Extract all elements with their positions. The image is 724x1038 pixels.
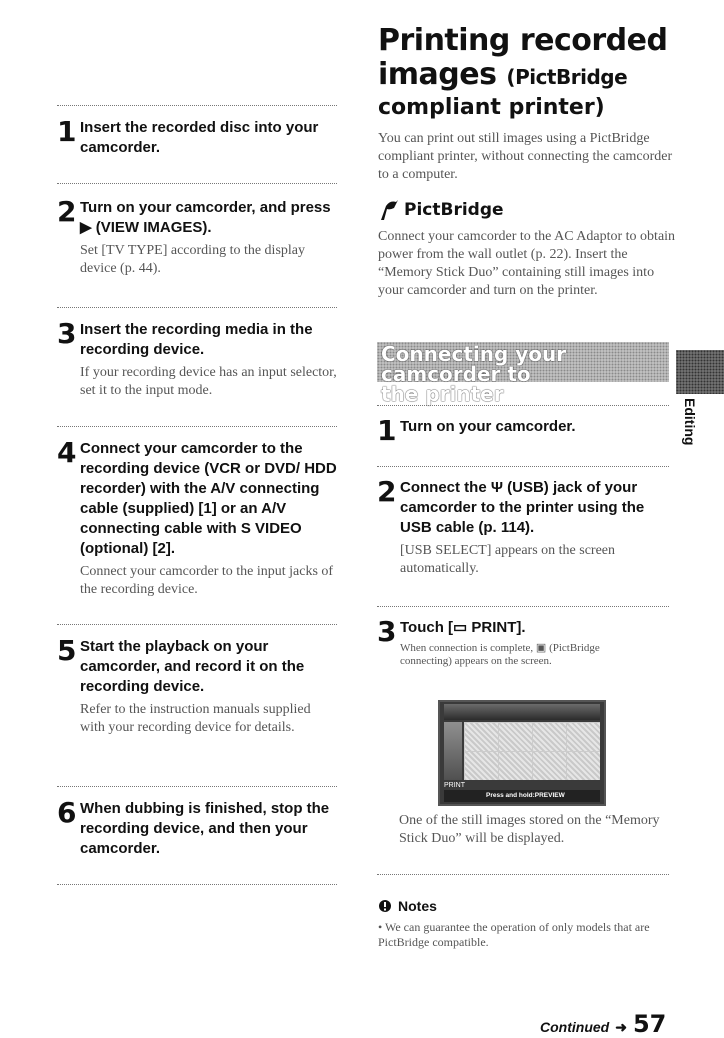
chapter-tab bbox=[676, 350, 724, 394]
divider bbox=[57, 786, 337, 787]
pictbridge-icon bbox=[378, 198, 400, 222]
left-step-2 bbox=[57, 195, 337, 278]
divider bbox=[377, 874, 669, 875]
section-band bbox=[377, 342, 669, 406]
step-heading: Turn on your camcorder. bbox=[400, 418, 576, 435]
chapter-label bbox=[680, 398, 700, 458]
section-band-title bbox=[377, 342, 669, 404]
step-body: Refer to the instruction manuals supplied with your recording device for details. bbox=[80, 702, 311, 735]
band-line-2: the printer bbox=[381, 382, 504, 406]
step-heading: Turn on your camcorder, and press ▶ (VIEW IMAGES). bbox=[80, 199, 331, 236]
step-heading: Insert the recorded disc into your camcorder. bbox=[80, 119, 319, 156]
right-step-1 bbox=[377, 414, 669, 447]
title-line-1: Printing recorded bbox=[378, 23, 668, 58]
divider bbox=[377, 405, 669, 406]
notes-heading bbox=[378, 898, 688, 914]
step-heading: Touch [▭ PRINT]. bbox=[400, 619, 526, 636]
title-images: images bbox=[378, 57, 497, 92]
title-pictbridge: (PictBridge bbox=[506, 65, 628, 89]
step-heading: Connect the Ψ (USB) jack of your camcorder to the printer using the USB cable (p. 114). bbox=[400, 479, 645, 536]
step-number: 6 bbox=[57, 796, 77, 829]
lcd-preview-text: Press and hold:PREVIEW bbox=[486, 792, 565, 799]
notes-icon bbox=[378, 899, 392, 913]
notes-body: • We can guarantee the operation of only models that are PictBridge compatible. bbox=[378, 920, 650, 949]
divider bbox=[57, 426, 337, 427]
lcd-side-buttons bbox=[444, 722, 462, 780]
divider bbox=[57, 183, 337, 184]
step-number: 2 bbox=[57, 195, 77, 228]
lcd-screen-illustration bbox=[438, 700, 606, 806]
left-step-4 bbox=[57, 436, 337, 599]
divider bbox=[57, 884, 337, 885]
step-heading: Start the playback on your camcorder, and record it on the recording device. bbox=[80, 638, 305, 695]
continued-label: Continued bbox=[540, 1019, 610, 1035]
divider bbox=[377, 466, 669, 467]
step-number: 1 bbox=[377, 414, 397, 447]
chapter-label-text: Editing bbox=[682, 398, 698, 446]
divider bbox=[377, 606, 669, 607]
step-heading: Connect your camcorder to the recording device (VCR or DVD/ HDD recorder) with the A/V connecting cable (supplied) [1] or an A/V connecting cable with S VIDEO (optional) [2]. bbox=[80, 440, 337, 557]
lcd-top-bar bbox=[444, 704, 600, 720]
step-number: 1 bbox=[57, 115, 77, 148]
intro-text: You can print out still images using a PictBridge compliant printer, without connecting the camcorder to a computer. bbox=[378, 131, 673, 182]
left-step-1 bbox=[57, 115, 337, 158]
step-heading: When dubbing is finished, stop the recording device, and then your camcorder. bbox=[80, 800, 330, 857]
pictbridge-text: Connect your camcorder to the AC Adaptor to obtain power from the wall outlet (p. 22). Insert the “Memory Stick Duo” containing still images into your camcorder and turn on the printer. bbox=[378, 229, 676, 298]
band-line-1: Connecting your camcorder to bbox=[381, 342, 567, 386]
step-number: 4 bbox=[57, 436, 77, 469]
notes-section bbox=[378, 898, 688, 950]
right-step-2 bbox=[377, 475, 669, 578]
step-number: 2 bbox=[377, 475, 397, 508]
step-body: If your recording device has an input selector, set it to the input mode. bbox=[80, 365, 337, 398]
left-step-6 bbox=[57, 796, 337, 859]
page-title bbox=[378, 24, 708, 122]
divider bbox=[57, 105, 337, 106]
divider bbox=[57, 624, 337, 625]
step-number: 3 bbox=[57, 317, 77, 350]
step-body: [USB SELECT] appears on the screen automatically. bbox=[400, 543, 615, 576]
title-line-2 bbox=[378, 58, 708, 94]
page-number: 57 bbox=[632, 1010, 667, 1038]
notes-heading-text: Notes bbox=[398, 898, 437, 914]
step-heading: Insert the recording media in the recording device. bbox=[80, 321, 313, 358]
pictbridge-logo-text: PictBridge bbox=[404, 200, 504, 220]
right-step-3 bbox=[377, 615, 669, 668]
left-step-3 bbox=[57, 317, 337, 400]
title-line-3: compliant printer) bbox=[378, 95, 605, 120]
after-image-text: One of the still images stored on the “Memory Stick Duo” will be displayed. bbox=[399, 813, 660, 846]
lcd-thumbnail-grid bbox=[464, 722, 600, 780]
step-number: 5 bbox=[57, 634, 77, 667]
arrow-right-icon: ➜ bbox=[615, 1019, 627, 1035]
divider bbox=[57, 307, 337, 308]
pictbridge-logo bbox=[378, 198, 504, 222]
step-number: 3 bbox=[377, 615, 397, 648]
left-step-5 bbox=[57, 634, 337, 737]
step-body: Set [TV TYPE] according to the display device (p. 44). bbox=[80, 243, 305, 276]
step-body: Connect your camcorder to the input jacks of the recording device. bbox=[80, 564, 334, 597]
page-footer bbox=[540, 1010, 666, 1038]
lcd-print-label: PRINT bbox=[444, 782, 465, 789]
step-body: When connection is complete, ▣ (PictBridge connecting) appears on the screen. bbox=[400, 642, 600, 667]
